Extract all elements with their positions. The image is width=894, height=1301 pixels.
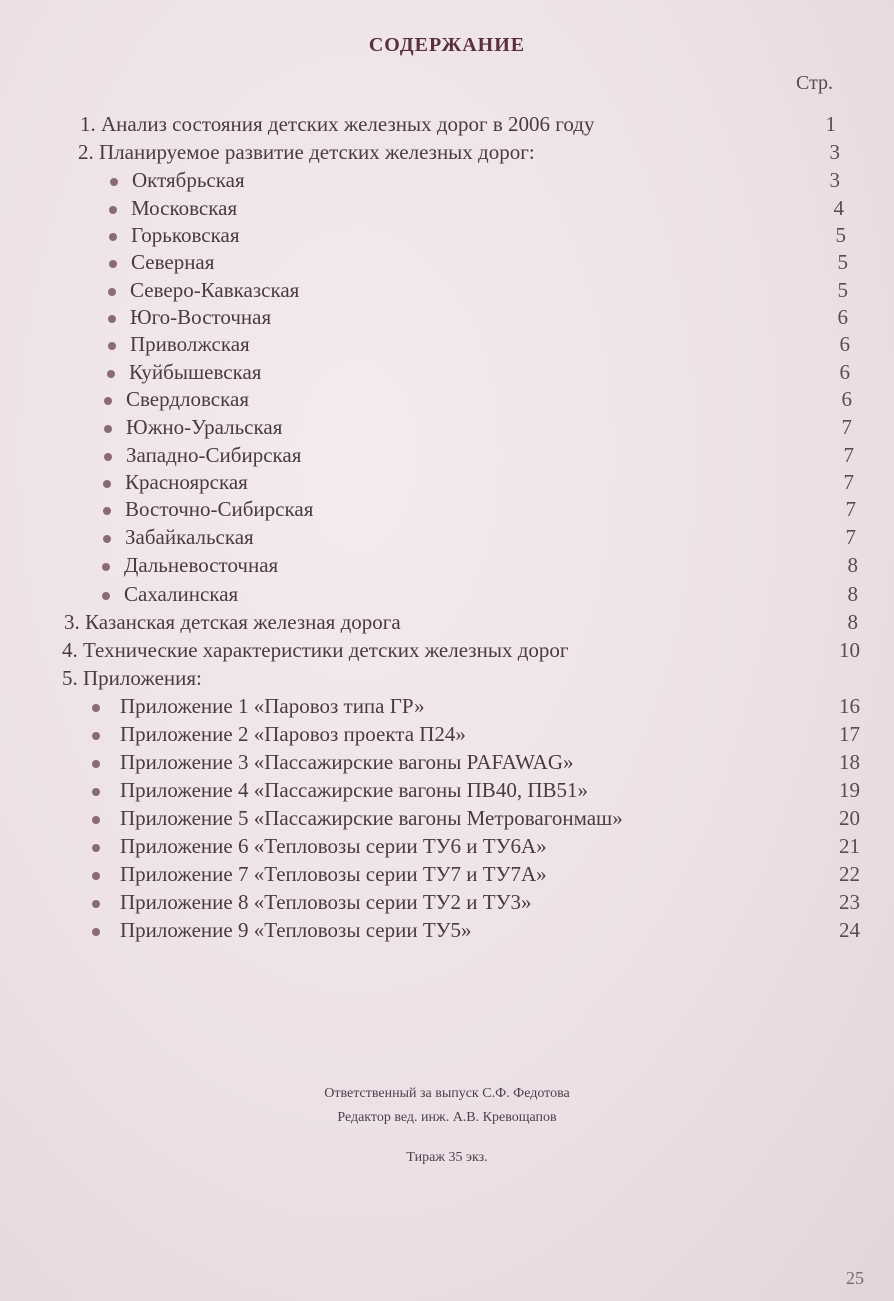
toc-subentry [0,778,894,806]
toc-entry-page: 10 [839,638,860,662]
bullet-icon [92,900,100,908]
toc-entry-label: 5. Приложения: [62,666,202,690]
bullet-icon [92,760,100,768]
toc-subentry [0,750,894,778]
toc-subentry [0,497,894,525]
toc-entry-page: 8 [847,610,858,634]
toc-entry-label: Свердловская [126,387,249,411]
toc-entry-label: Забайкальская [125,525,254,549]
toc-entry [0,666,894,694]
toc-entry-label: Приволжская [130,332,250,356]
toc-subentry [0,415,894,443]
toc-entry-label: Приложение 3 «Пассажирские вагоны PAFAWAG» [120,750,574,774]
toc-entry-label: Южно-Уральская [126,415,283,439]
toc-subentry [0,862,894,890]
bullet-icon [109,206,117,214]
toc-subentry [0,168,894,196]
bullet-icon [92,704,100,712]
toc-entry-page: 7 [843,470,854,494]
toc-entry-page: 5 [835,223,846,247]
bullet-icon [92,788,100,796]
toc-entry-page: 5 [837,278,848,302]
bullet-icon [92,928,100,936]
bullet-icon [104,453,112,461]
toc-entry-label: Приложение 5 «Пассажирские вагоны Метровагонмаш» [120,806,623,830]
toc-subentry [0,834,894,862]
toc-subentry [0,223,894,251]
bullet-icon [109,260,117,268]
toc-entry-label: Приложение 2 «Паровоз проекта П24» [120,722,466,746]
toc-entry-label: Октябрьская [132,168,245,192]
toc-subentry [0,387,894,415]
toc-entry-label: 1. Анализ состояния детских железных дорог в 2006 году [80,112,595,136]
toc-entry-page: 7 [843,443,854,467]
footer-print-run: Тираж 35 экз. [406,1150,488,1165]
toc-entry-page: 1 [825,112,836,136]
toc-entry-label: Приложение 4 «Пассажирские вагоны ПВ40, ПВ51» [120,778,588,802]
toc-entry-page: 7 [845,497,856,521]
toc-entry-label: 3. Казанская детская железная дорога [64,610,401,634]
footer-editor: Редактор вед. инж. А.В. Кревощапов [337,1110,557,1125]
toc-entry-page: 20 [839,806,860,830]
bullet-icon [92,872,100,880]
toc-entry-label: 4. Технические характеристики детских железных дорог [62,638,569,662]
toc-subentry [0,250,894,278]
bullet-icon [103,507,111,515]
toc-subentry [0,196,894,224]
toc-entry-page: 6 [837,305,848,329]
page-number: 25 [846,1268,864,1288]
toc-entry-page: 3 [829,168,840,192]
toc-entry-label: Московская [131,196,238,220]
bullet-icon [108,315,116,323]
toc-subentry [0,360,894,388]
toc-entry-page: 23 [839,890,860,914]
toc-entry-page: 6 [839,360,850,384]
toc-entry-page: 8 [847,582,858,606]
toc-subentry [0,553,894,581]
toc-entry [0,610,894,638]
toc-entry-page: 21 [839,834,860,858]
toc-entry-page: 7 [841,415,852,439]
toc-subentry [0,890,894,918]
toc-subentry [0,278,894,306]
toc-entry-page: 22 [839,862,860,886]
bullet-icon [103,480,111,488]
bullet-icon [92,844,100,852]
toc-entry-page: 24 [839,918,860,942]
bullet-icon [110,178,118,186]
toc-subentry [0,332,894,360]
toc-entry-page: 18 [839,750,860,774]
toc-entry-label: Северо-Кавказская [130,278,300,302]
toc-subentry [0,525,894,553]
toc-entry-label: Горьковская [131,223,240,247]
toc-entry-label: Приложение 6 «Тепловозы серии ТУ6 и ТУ6А» [120,834,547,858]
toc-entry-label: Куйбышевская [129,360,262,384]
footer-responsible: Ответственный за выпуск С.Ф. Федотова [324,1086,570,1101]
toc-entry-label: Приложение 9 «Тепловозы серии ТУ5» [120,918,472,942]
toc-entry-label: Северная [131,250,215,274]
toc-entry-page: 7 [845,525,856,549]
bullet-icon [92,816,100,824]
toc-subentry [0,305,894,333]
bullet-icon [104,425,112,433]
bullet-icon [109,233,117,241]
toc-subentry [0,694,894,722]
toc-entry-page: 8 [847,553,858,577]
bullet-icon [108,342,116,350]
toc-subentry [0,470,894,498]
toc-entry [0,112,894,140]
toc-subentry [0,582,894,610]
toc-entry-label: Красноярская [125,470,248,494]
toc-entry-page: 19 [839,778,860,802]
toc-entry [0,638,894,666]
page-column-label: Стр. [796,72,834,94]
toc-entry-label: Юго-Восточная [130,305,272,329]
toc-entry-page: 3 [829,140,840,164]
toc-entry-label: Приложение 8 «Тепловозы серии ТУ2 и ТУ3» [120,890,532,914]
toc-entry [0,140,894,168]
toc-subentry [0,806,894,834]
toc-entry-label: Сахалинская [124,582,239,606]
toc-entry-label: 2. Планируемое развитие детских железных дорог: [78,140,535,164]
toc-entry-label: Дальневосточная [124,553,279,577]
toc-entry-label: Восточно-Сибирская [125,497,314,521]
toc-subentry [0,443,894,471]
toc-entry-page: 6 [839,332,850,356]
toc-entry-page: 6 [841,387,852,411]
toc-entry-page: 16 [839,694,860,718]
toc-subentry [0,918,894,946]
toc-subentry [0,722,894,750]
bullet-icon [107,370,115,378]
toc-entry-label: Приложение 1 «Паровоз типа ГР» [120,694,425,718]
toc-entry-label: Приложение 7 «Тепловозы серии ТУ7 и ТУ7А» [120,862,547,886]
toc-entry-page: 17 [839,722,860,746]
page-title: СОДЕРЖАНИЕ [368,34,526,56]
bullet-icon [102,592,110,600]
toc-entry-page: 5 [837,250,848,274]
bullet-icon [102,563,110,571]
bullet-icon [103,535,111,543]
bullet-icon [104,397,112,405]
toc-entry-page: 4 [833,196,844,220]
toc-entry-label: Западно-Сибирская [126,443,302,467]
bullet-icon [108,288,116,296]
bullet-icon [92,732,100,740]
